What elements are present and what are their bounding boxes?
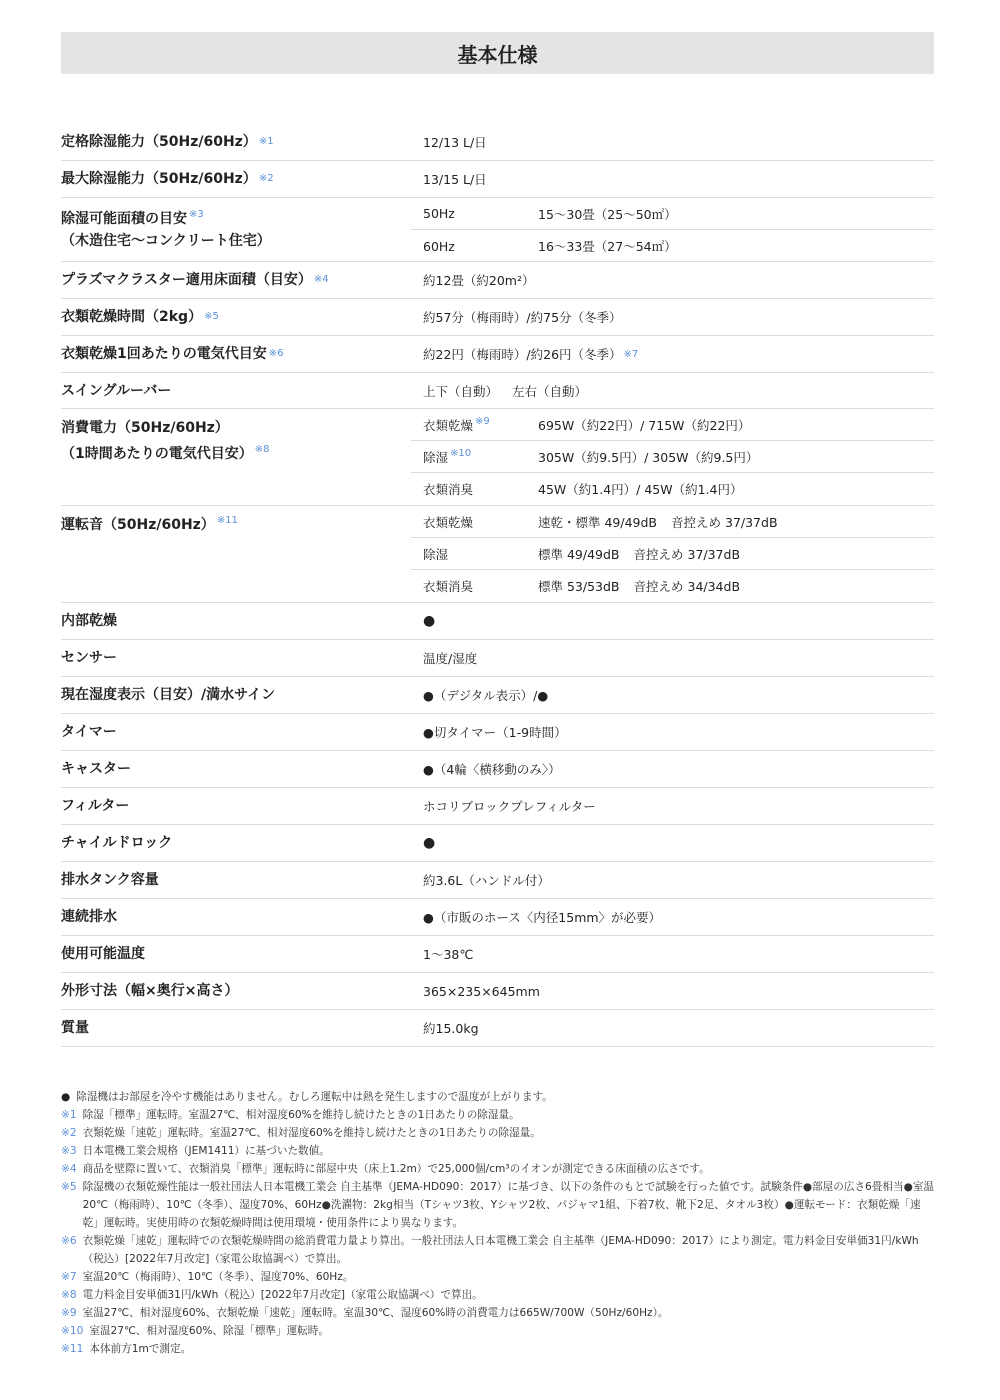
row-value: 上下（自動） (423, 383, 499, 399)
footnote-mark: ● (61, 1091, 71, 1103)
row-label: 除湿可能面積の目安 (61, 211, 187, 227)
footnote-item (61, 1160, 934, 1178)
footnote-mark: ※9 (61, 1307, 77, 1319)
row-label: スイングルーバー (61, 382, 172, 399)
row-value: ●（市販のホース〈内径15mm〉が必要） (423, 910, 662, 925)
row-value: 温度/湿度 (423, 651, 478, 666)
spec-row-rated-dehumidify (61, 124, 934, 161)
row-label-sub: （木造住宅～コンクリート住宅） (61, 233, 271, 249)
footnote-ref: ※11 (216, 515, 238, 526)
row-label: 連続排水 (61, 909, 117, 925)
row-value: ●切タイマー（1-9時間） (423, 725, 567, 740)
footnote-item (61, 1340, 934, 1358)
footnote-text: 室温20℃（梅雨時）、10℃（冬季）、湿度70%、60Hz。 (82, 1271, 354, 1283)
footnote-ref: ※5 (204, 311, 219, 322)
row-label: プラズマクラスター適用床面積（目安） (61, 272, 312, 288)
footnote-item (61, 1124, 934, 1142)
footnote-ref: ※3 (189, 209, 204, 220)
footnote-mark: ※2 (61, 1127, 77, 1139)
footnote-ref: ※7 (623, 348, 639, 360)
row-value: 約15.0kg (423, 1021, 479, 1036)
sub-value: 音控えめ 37/37dB (671, 514, 778, 530)
sub-row (411, 473, 934, 505)
footnote-text: 本体前方1mで測定。 (89, 1343, 192, 1355)
sub-row (411, 409, 934, 441)
row-label: チャイルドロック (61, 835, 173, 851)
row-value: 約12畳（約20m²） (423, 273, 535, 288)
footnote-text: 除湿機はお部屋を冷やす機能はありません。むしろ運転中は熱を発生しますので温度が上がります。 (76, 1091, 553, 1103)
footnote-mark: ※4 (61, 1163, 77, 1175)
footnote-mark: ※10 (61, 1325, 84, 1337)
sub-key: 除湿 (423, 546, 449, 562)
footnote-mark: ※6 (61, 1235, 77, 1247)
footnote-mark: ※7 (61, 1271, 77, 1283)
row-value: ● (423, 835, 436, 851)
footnote-ref: ※9 (475, 415, 490, 427)
spec-row-timer (61, 714, 934, 751)
spec-row-drying-time (61, 299, 934, 336)
row-value: 13/15 L/日 (423, 172, 487, 187)
row-label: 運転音（50Hz/60Hz） (61, 517, 215, 533)
footnote-ref: ※6 (268, 348, 284, 359)
sub-row (411, 230, 934, 262)
sub-key: 60Hz (423, 238, 455, 254)
sub-row (411, 198, 934, 230)
footnote-mark: ※1 (61, 1109, 77, 1121)
footnote-mark: ※5 (61, 1181, 77, 1193)
row-label: フィルター (61, 798, 130, 814)
footnote-item (61, 1232, 934, 1268)
row-value: 左右（自動） (512, 383, 588, 399)
sub-value: 速乾・標準 49/49dB (538, 514, 658, 530)
row-label: キャスター (61, 761, 131, 777)
sub-value: 音控えめ 37/37dB (633, 546, 741, 562)
sub-value: 音控えめ 34/34dB (633, 579, 741, 594)
footnote-text: 商品を壁際に置いて、衣類消臭「標準」運転時に部屋中央（床上1.2m）で25,000個/cm³のイオンが測定できる床面積の広さです。 (82, 1163, 710, 1175)
row-label: 消費電力（50Hz/60Hz） (61, 420, 229, 436)
sub-key: 除湿 (423, 449, 449, 465)
row-value: 12/13 L/日 (423, 135, 487, 150)
spec-row-child-lock (61, 825, 934, 862)
row-label: 内部乾燥 (61, 613, 117, 629)
footnote-mark: ※3 (61, 1145, 77, 1157)
sub-key: 50Hz (423, 206, 455, 221)
row-value: 約57分（梅雨時）/約75分（冬季） (423, 310, 622, 325)
spec-row-operating-temp (61, 936, 934, 973)
sub-value: 45W（約1.4円）/ 45W（約1.4円） (538, 482, 743, 497)
sub-value: 695W（約22円）/ 715W（約22円） (538, 417, 751, 433)
footnote-text: 除湿機の衣類乾燥性能は一般社団法人日本電機工業会 自主基準（JEMA-HD090：2017）に基づき、以下の条件のもとで試験を行った値です。試験条件●部屋の広さ6畳相当●室温20℃（梅雨時）、10℃（冬季）、湿度70%、60Hz●洗濯物：2kg相当（Tシャツ3枚、Yシャツ2枚、パジャマ1組、下着7枚、靴下2足、タオル3枚）●運転モード：衣類乾燥「速乾」運転時。実使用時の衣類乾燥時間は使用環境・使用条件により異なります。 (82, 1181, 935, 1229)
footnote-item (61, 1088, 934, 1106)
footnote-mark: ※8 (61, 1289, 77, 1301)
spec-row-dimensions (61, 973, 934, 1010)
footnote-ref: ※8 (254, 444, 270, 455)
footnote-text: 日本電機工業会規格（JEM1411）に基づいた数値。 (82, 1145, 330, 1157)
sub-value: 16～33畳（27～54㎡） (538, 239, 677, 254)
row-label: 使用可能温度 (61, 946, 145, 962)
footnote-item (61, 1268, 934, 1286)
sub-row (411, 441, 934, 473)
section-title (61, 32, 934, 74)
spec-row-power (61, 409, 934, 506)
sub-row (411, 538, 934, 570)
row-label: 現在湿度表示（目安）/満水サイン (61, 687, 276, 703)
row-value: 約3.6L（ハンドル付） (423, 873, 550, 888)
sub-value: 15～30畳（25～50㎡） (538, 206, 677, 222)
sub-key: 衣類消臭 (423, 482, 474, 497)
footnote-item (61, 1286, 934, 1304)
footnote-text: 室温27℃、相対湿度60%、衣類乾燥「速乾」運転時。室温30℃、湿度60%時の消費電力は665W/700W（50Hz/60Hz）。 (82, 1307, 669, 1319)
row-label: 排水タンク容量 (61, 872, 159, 888)
spec-row-humidity-display (61, 677, 934, 714)
row-label-sub: （1時間あたりの電気代目安） (61, 446, 253, 462)
footnotes (61, 1088, 934, 1358)
section-title-text: 基本仕様 (457, 42, 538, 67)
sub-value: 305W（約9.5円）/ 305W（約9.5円） (538, 449, 759, 465)
spec-row-plasmacluster-area (61, 262, 934, 299)
sub-value: 標準 49/49dB (538, 546, 620, 562)
sub-row (411, 570, 934, 602)
footnote-item (61, 1304, 934, 1322)
sub-key: 衣類消臭 (423, 579, 474, 594)
footnote-ref: ※10 (450, 447, 472, 459)
spec-row-max-dehumidify (61, 161, 934, 198)
footnote-item (61, 1142, 934, 1160)
footnote-text: 電力料金目安単価31円/kWh（税込）[2022年7月改定]（家電公取協調べ）で算出。 (82, 1289, 483, 1301)
spec-row-weight (61, 1010, 934, 1047)
row-label: タイマー (61, 724, 117, 740)
row-value: 365×235×645mm (423, 983, 540, 999)
sub-key: 衣類乾燥 (423, 514, 474, 530)
footnote-item (61, 1178, 934, 1232)
spec-row-internal-dry (61, 603, 934, 640)
footnote-item (61, 1106, 934, 1124)
row-label: 定格除湿能力（50Hz/60Hz） (61, 134, 257, 150)
footnote-text: 室温27℃、相対湿度60%、除湿「標準」運転時。 (89, 1325, 329, 1337)
spec-row-swing-louver (61, 373, 934, 409)
footnote-ref: ※4 (313, 274, 329, 285)
row-label: センサー (61, 650, 117, 666)
row-label: 質量 (61, 1020, 89, 1036)
footnote-ref: ※2 (258, 173, 274, 184)
sub-value: 標準 53/53dB (538, 579, 620, 594)
sub-key: 衣類乾燥 (423, 417, 474, 433)
spec-row-dehumidify-area (61, 198, 934, 262)
row-label: 最大除湿能力（50Hz/60Hz） (61, 171, 257, 187)
spec-row-noise (61, 506, 934, 603)
footnote-item (61, 1322, 934, 1340)
row-label: 衣類乾燥1回あたりの電気代目安 (61, 346, 267, 362)
spec-row-tank (61, 862, 934, 899)
spec-row-sensor (61, 640, 934, 677)
footnote-text: 衣類乾燥「速乾」運転時。室温27℃、相対湿度60%を維持し続けたときの1日あたりの除湿量。 (82, 1127, 541, 1139)
footnote-text: 除湿「標準」運転時。室温27℃、相対湿度60%を維持し続けたときの1日あたりの除湿量。 (82, 1109, 520, 1121)
spec-table (61, 124, 934, 1047)
footnote-mark: ※11 (61, 1343, 84, 1355)
footnote-text: 衣類乾燥「速乾」運転時での衣類乾燥時間の総消費電力量より算出。一般社団法人日本電機工業会 自主基準（JEMA-HD090：2017）により測定。電力料金目安単価31円/kWh（税込）[2022年7月改定]（家電公取協調べ）で算出。 (82, 1235, 919, 1265)
row-value: ●（4輪〈横移動のみ〉） (423, 762, 561, 777)
spec-row-filter (61, 788, 934, 825)
spec-row-drying-cost (61, 336, 934, 373)
spec-row-caster (61, 751, 934, 788)
spec-row-continuous-drain (61, 899, 934, 936)
row-label: 外形寸法（幅×奥行×高さ） (61, 983, 239, 999)
row-value: 約22円（梅雨時）/約26円（冬季） (423, 347, 622, 362)
row-value: ホコリブロックプレフィルター (423, 799, 596, 814)
footnote-ref: ※1 (258, 136, 274, 147)
row-label: 衣類乾燥時間（2kg） (61, 309, 203, 325)
row-value: ●（デジタル表示）/● (423, 688, 549, 703)
row-value: ● (423, 613, 436, 629)
sub-row (411, 506, 934, 538)
row-value: 1～38℃ (423, 947, 474, 962)
